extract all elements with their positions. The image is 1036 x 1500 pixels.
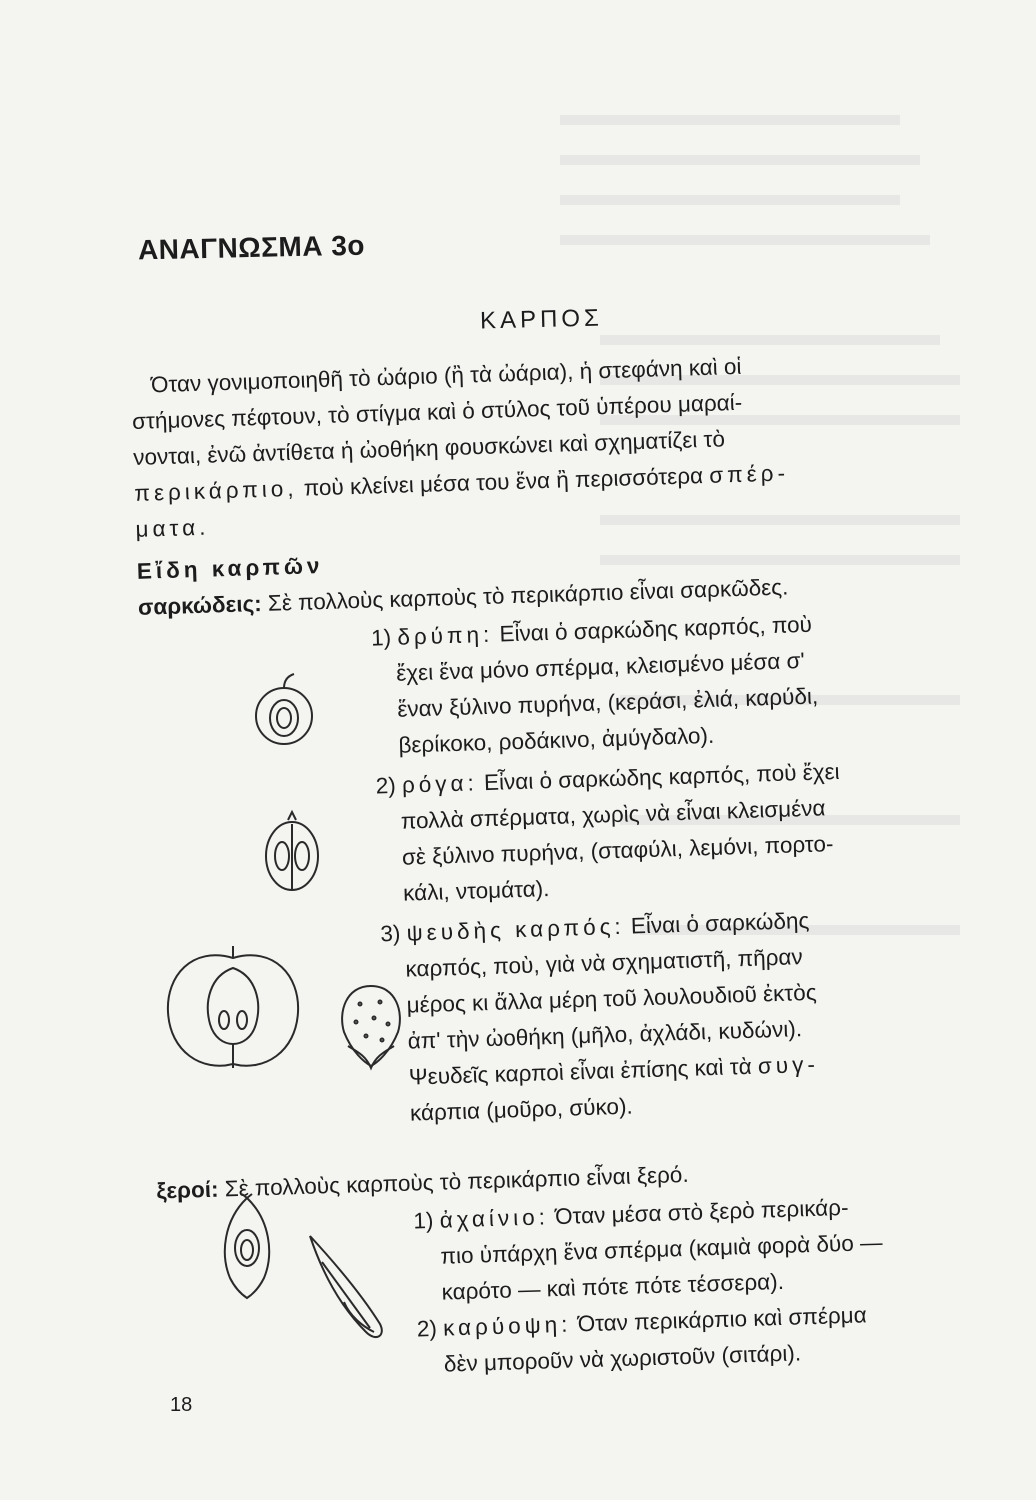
drupe-icon: [250, 672, 320, 752]
fleshy-intro: Σὲ πολλοὺς καρποὺς τὸ περικάρπιο εἶναι σαρκῶδες.: [267, 574, 789, 616]
achene-num: 1): [413, 1207, 434, 1234]
types-heading: Εἴδη καρπῶν: [136, 553, 324, 584]
caryopsis-num: 2): [416, 1315, 438, 1342]
berry-term: ρόγα:: [401, 770, 479, 798]
caryopsis-line-1: [416, 1301, 867, 1343]
achene-text-1: Όταν μέσα στὸ ξερὸ περικάρ-: [554, 1194, 849, 1230]
caryopsis-line-2: δὲν μποροῦν νὰ χωριστοῦν (σιτάρι).: [443, 1340, 802, 1377]
fleshy-label: σαρκώδεις:: [137, 590, 263, 620]
term-seeds-a: σπέρ-: [708, 460, 790, 488]
berry-num: 2): [375, 772, 397, 799]
drupe-num: 1): [370, 624, 392, 651]
drupe-line-2: ἔχει ἕνα μόνο σπέρμα, κλεισμένο μέσα σ': [395, 647, 806, 686]
drupe-line-4: βερίκοκο, ροδάκινο, ἀμύγδαλο).: [398, 722, 715, 758]
false-fruit-text-1: Εἶναι ὁ σαρκώδης: [630, 907, 810, 939]
false-fruit-text-5: Ψευδεῖς καρποὶ εἶναι ἐπίσης καὶ τὰ: [408, 1053, 753, 1090]
false-fruit-num: 3): [380, 920, 401, 947]
page-number: 18: [170, 1394, 193, 1416]
achene-line-2: πιο ὑπάρχη ἕνα σπέρμα (καμιὰ φορὰ δύο —: [440, 1229, 883, 1269]
drupe-text-1: Εἶναι ὁ σαρκώδης καρπός, ποὺ: [499, 611, 813, 647]
grain-icon: [304, 1232, 392, 1344]
achene-icon: [214, 1190, 280, 1302]
false-fruit-line-3: μέρος κι ἄλλα μέρη τοῦ λουλουδιοῦ ἐκτὸς: [406, 979, 817, 1018]
caryopsis-text-1: Όταν περικάρπιο καὶ σπέρμα: [577, 1302, 868, 1337]
intro-line-3: νονται, ἐνῶ ἀντίθετα ἡ ὠοθήκη φουσκώνει καὶ σχηματίζει τὸ: [132, 426, 726, 470]
achene-line-3: καρότο — καὶ πότε πότε τέσσερα).: [441, 1268, 785, 1305]
false-fruit-term: ψευδὴς καρπός:: [406, 913, 626, 946]
chapter-heading: ΑΝΑΓΝΩΣΜΑ 3ο: [137, 229, 366, 266]
false-fruit-line-4: ἀπ' τὴν ὠοθήκη (μῆλο, ἀχλάδι, κυδώνι).: [407, 1016, 803, 1054]
false-fruit-line-6: κάρπια (μοῦρο, σύκο).: [409, 1093, 634, 1126]
intro-line-4-text: ποὺ κλείνει μέσα του ἕνα ἢ περισσότερα: [303, 463, 704, 501]
berry-line-4: κάλι, ντομάτα).: [402, 876, 550, 906]
section-title: ΚΑΡΠΟΣ: [479, 304, 604, 335]
drupe-line-1: [371, 611, 813, 653]
drupe-term: δρύπη:: [396, 621, 494, 650]
caryopsis-term: καρύοψη:: [442, 1311, 572, 1341]
drupe-line-3: ἕναν ξύλινο πυρήνα, (κεράσι, ἐλιά, καρύδι,: [396, 683, 819, 722]
berry-text-1: Εἶναι ὁ σαρκώδης καρπός, ποὺ ἔχει: [483, 758, 840, 796]
achene-term: ἀχαίνιο:: [439, 1204, 550, 1233]
achene-line-1: [413, 1194, 849, 1236]
intro-line-2: στήμονες πέφτουν, τὸ στίγμα καὶ ὁ στύλος τοῦ ὑπέρου μαραί-: [131, 389, 743, 434]
apple-section-icon: [162, 946, 304, 1076]
term-pericarp: περικάρπιο,: [134, 475, 298, 506]
intro-line-1: Όταν γονιμοποιηθῆ τὸ ὠάριο (ἢ τὰ ὠάρια), ἡ στεφάνη καὶ οἱ: [150, 353, 742, 398]
false-fruit-line-2: καρπός, ποὺ, γιὰ νὰ σχηματιστῆ, πῆραν: [405, 944, 804, 982]
false-fruit-line-5: [408, 1051, 819, 1092]
strawberry-icon: [330, 972, 412, 1072]
berry-icon: [258, 810, 328, 896]
dry-label: ξεροί:: [155, 1176, 219, 1204]
intro-line-5: ματα.: [135, 514, 210, 542]
berry-line-2: πολλὰ σπέρματα, χωρὶς νὰ εἶναι κλεισμένα: [400, 795, 826, 834]
berry-line-3: σὲ ξύλινο πυρήνα, (σταφύλι, λεμόνι, πορτο-: [401, 831, 834, 870]
berry-line-1: [375, 758, 840, 801]
term-syn: συγ-: [757, 1051, 820, 1079]
dry-intro: Σὲ πολλοὺς καρποὺς τὸ περικάρπιο εἶναι ξερό.: [224, 1161, 689, 1202]
false-fruit-line-1: [380, 907, 810, 948]
